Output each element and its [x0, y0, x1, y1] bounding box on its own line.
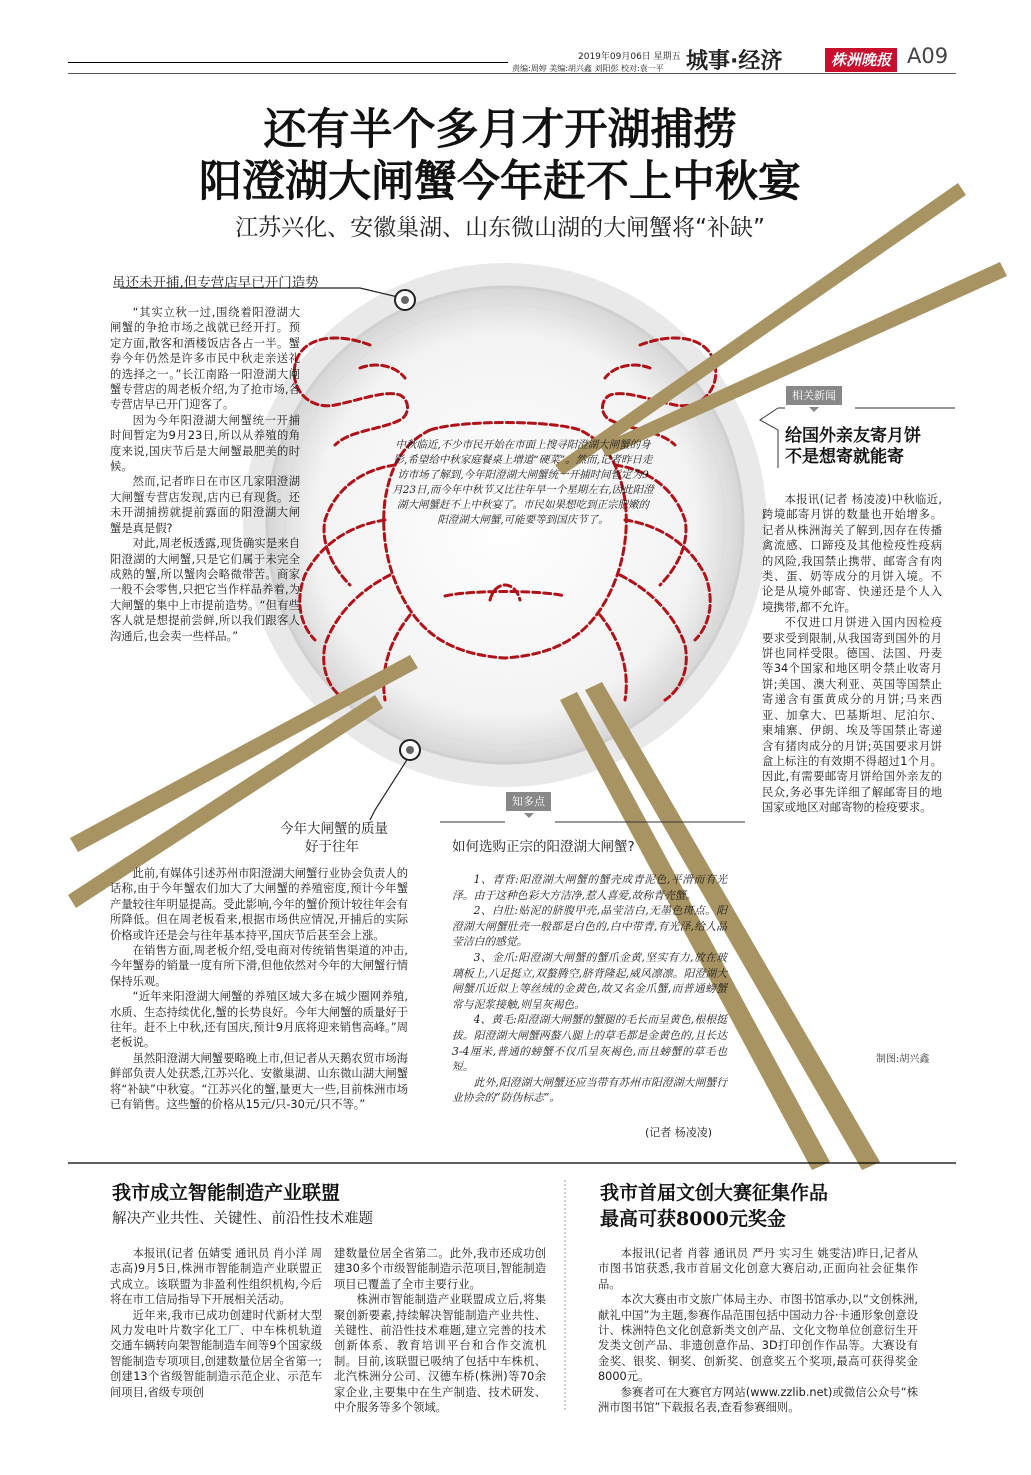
quality-callout-line-2: 好于往年 [305, 839, 359, 855]
quality-paragraph: 虽然阳澄湖大闸蟹要略晚上市,但记者从天鹅农贸市场海鲜部负责人处获悉,江苏兴化、安徽巢湖、山东微山湖大闸蟹将“补缺”中秋宴。“江苏兴化的蟹,量更大一些,目前株洲市场已有销售。这些蟹的价格从15元/只-30元/只不等。” [110, 1051, 408, 1112]
bottom-left-title: 我市成立智能制造产业联盟 [112, 1182, 341, 1204]
left-column-text [110, 305, 300, 644]
left-paragraph: “其实立秋一过,围绕着阳澄湖大闸蟹的争抢市场之战就已经开打。预定方面,散客和酒楼饭店各占一半。蟹券今年仍然是许多市民中秋走亲送礼的选择之一。”长江南路一阳澄湖大闸蟹专营店的周老板介绍,为了抢市场,各专营店早已开门迎客了。 [110, 306, 300, 412]
tips-tag: 知多点 [506, 792, 551, 811]
newspaper-logo: 株洲晚报 [825, 48, 897, 72]
tips-text [452, 872, 727, 1106]
quality-paragraph: 在销售方面,周老板介绍,受电商对传统销售渠道的冲击,今年蟹券的销量一度有所下滑,但他依然对今年的大闸蟹行情保持乐观。 [110, 944, 408, 988]
headline-subtitle: 江苏兴化、安徽巢湖、山东微山湖的大闸蟹将“补缺” [235, 215, 765, 241]
bottom-right-title-2: 最高可获8000元奖金 [600, 1208, 786, 1230]
related-news-text [762, 492, 942, 816]
bottom-right-paragraph: 本次大赛由市文旅广体局主办、市图书馆承办,以“文创株洲,献礼中国”为主题,参赛作品范围包括中国动力谷·卡通形象创意设计、株洲特色文化创意新类文创产品、文化文物单位创意衍生开发类文创产品、非遗创意作品、3D打印创作作品等。大赛设有金奖、银奖、铜奖、创新奖、创意奖五个奖项,最高可获得奖金8000元。 [598, 1293, 918, 1384]
related-news-title-2: 不是想寄就能寄 [785, 447, 904, 467]
related-news-title-1: 给国外亲友寄月饼 [785, 426, 921, 446]
left-paragraph: 对此,周老板透露,现货确实是来自阳澄湖的大闸蟹,只是它们属于未完全成熟的蟹,所以蟹肉会略微带苦。商家一般不会零售,只把它当作样品养着,为大闸蟹的集中上市提前造势。“但有些客人就是想提前尝鲜,所以我们跟客人沟通后,也会卖一些样品。” [110, 537, 300, 643]
callout-pointer-quality [370, 755, 410, 820]
tips-title: 如何选购正宗的阳澄湖大闸蟹? [452, 839, 635, 855]
quality-paragraph: 此前,有媒体引述苏州市阳澄湖大闸蟹行业协会负责人的话称,由于今年蟹农们加大了大闸蟹的养殖密度,预计今年蟹产量较往年明显提高。受此影响,今年的蟹价预计较往年会有所降低。但在周老板看来,根据市场供应情况,开捕后的实际价格或许还是会与往年基本持平,国庆节后甚至会上涨。 [110, 867, 408, 942]
headline-line-1: 还有半个多月才开湖捕捞 [263, 105, 737, 155]
related-paragraph: 不仅进口月饼进入国内因检疫要求受到限制,从我国寄到国外的月饼也同样受限。德国、法国、丹麦等34个国家和地区明令禁止收寄月饼;美国、澳大利亚、英国等国禁止寄递含有蛋黄成分的月饼;马来西亚、加拿大、巴基斯坦、尼泊尔、柬埔寨、伊朗、埃及等国禁止寄递含有猪肉成分的月饼;英国要求月饼盒上标注的有效期不得超过1个月。因此,有需要邮寄月饼给国外亲友的民众,务必事先详细了解邮寄目的地国家或地区对邮寄物的检疫要求。 [762, 616, 942, 815]
bottom-left-paragraph: 本报讯(记者 伍婧雯 通讯员 肖小洋 周志高)9月5日,株洲市智能制造产业联盟正式成立。该联盟为非盈利性组织机构,今后将在市工信局指导下开展相关活动。 [110, 1247, 322, 1307]
staff-credits: 责编:周婷 美编:胡兴鑫 刘阳彭 校对:袁一平 [512, 64, 664, 73]
bottom-left-paragraph: 建数量位居全省第二。此外,我市还成功创建30多个市级智能制造示范项目,智能制造项目已覆盖了全市主要行业。 [334, 1247, 546, 1291]
tips-item: 此外,阳澄湖大闸蟹还应当带有苏州市阳澄湖大闸蟹行业协会的“防伪标志”。 [452, 1075, 727, 1105]
store-callout-label: 虽还未开捕,但专营店早已开门造势 [112, 275, 319, 291]
quality-column-text [110, 866, 408, 1113]
page-number: A09 [907, 44, 949, 68]
left-paragraph: 因为今年阳澄湖大闸蟹统一开捕时间暂定为9月23日,所以从养殖的角度来说,国庆节后是大闸蟹最肥美的时候。 [110, 413, 300, 474]
tips-item: 2、白肚:贴泥的脐腹甲壳,晶莹洁白,无墨色斑点。阳澄湖大闸蟹肚壳一般都是白色的,白中带青,有光泽,给人晶莹洁白的感觉。 [452, 904, 727, 949]
section-name: 城事·经济 [686, 49, 783, 74]
tips-item: 1、青背:阳澄湖大闸蟹的蟹壳成青泥色,平滑而有光泽。由于这种色彩大方洁净,惹人喜爱,故称青壳蟹。 [452, 873, 727, 902]
graphic-credit: 制图:胡兴鑫 [876, 1054, 930, 1065]
headline-line-2: 阳澄湖大闸蟹今年赶不上中秋宴 [199, 157, 801, 207]
bottom-left-col2 [334, 1246, 546, 1415]
center-intro-text: 中秋临近,不少市民开始在市面上搜寻阳澄湖大闸蟹的身影,希望给中秋家庭餐桌上增道“硬菜”。然而,记者昨日走访市场了解到,今年阳澄湖大闸蟹统一开捕时间暂定为9月23日,而今年中秋节又比往年早一个星期左右,因此阳澄湖大闸蟹赶不上中秋宴了。市民如果想吃到正宗肥嫩的阳澄湖大闸蟹,可能要等到国庆节了。 [392, 439, 654, 526]
bottom-left-col1 [110, 1246, 322, 1400]
left-paragraph: 然而,记者昨日在市区几家阳澄湖大闸蟹专营店发现,店内已有现货。还未开湖捕捞就提前露面的阳澄湖大闸蟹是真是假? [110, 475, 300, 535]
related-paragraph: 本报讯(记者 杨凌凌)中秋临近,跨境邮寄月饼的数量也开始增多。记者从株洲海关了解到,因存在传播禽流感、口蹄疫及其他检疫性疫病的风险,我国禁止携带、邮寄含有肉类、蛋、奶等成分的月饼入境。不论是从境外邮寄、快递还是个人入境携带,都不允许。 [762, 493, 942, 614]
quality-callout-line-1: 今年大闸蟹的质量 [280, 821, 388, 837]
bottom-right-paragraph: 本报讯(记者 肖蓉 通讯员 严丹 实习生 姚雯洁)昨日,记者从市图书馆获悉,我市首届文化创意大赛启动,正面向社会征集作品。 [598, 1247, 918, 1291]
quality-paragraph: “近年来阳澄湖大闸蟹的养殖区域大多在城少圈网养殖,水质、生态持续优化,蟹的长势良好。今年大闸蟹的质量好于往年。赶不上中秋,还有国庆,预计9月底将迎来销售高峰。”周老板说。 [110, 990, 408, 1050]
tips-item: 3、金爪:阳澄湖大闸蟹的蟹爪金黄,坚实有力,放在玻璃板上,八足挺立,双螯腾空,脐背隆起,威风凛凛。阳澄湖大闸蟹爪近似上等丝绒的金黄色,故又名金爪蟹,而普通螃蟹常与泥浆接触,则呈灰褐色。 [452, 950, 727, 1011]
issue-date: 2019年09月06日 星期五 [578, 52, 681, 62]
related-news-tag: 相关新闻 [786, 386, 842, 405]
tips-byline: (记者 杨凌凌) [645, 1126, 713, 1139]
bottom-left-paragraph: 近年来,我市已成功创建时代新材大型风力发电叶片数字化工厂、中车株机轨道交通车辆转向架智能制造车间等9个国家级智能制造专项项目,创建数量位居全省第一;创建13个省级智能制造示范企业、示范车间项目,省级专项创 [110, 1308, 322, 1399]
tips-item: 4、黄毛:阳澄湖大闸蟹的蟹腿的毛长而呈黄色,根根挺拔。阳澄湖大闸蟹两螯八腿上的草毛都是金黄色的,且长达3-4厘米,普通的螃蟹不仅爪呈灰褐色,而且螃蟹的草毛也短。 [452, 1013, 727, 1074]
bottom-right-title-1: 我市首届文创大赛征集作品 [600, 1182, 829, 1204]
bottom-right-text [598, 1246, 918, 1415]
bottom-left-subtitle: 解决产业共性、关键性、前沿性技术难题 [112, 1211, 373, 1227]
bottom-right-paragraph: 参赛者可在大赛官方网站(www.zzlib.net)或微信公众号“株洲市图书馆”下载报名表,查看参赛细则。 [598, 1385, 918, 1415]
bottom-left-paragraph: 株洲市智能制造产业联盟成立后,将集聚创新要素,持续解决智能制造产业共性、关键性、前沿性技术难题,建立完善的技术创新体系、教育培训平台和合作交流机制。目前,该联盟已吸纳了包括中车株机、北汽株洲分公司、汉德车桥(株洲)等70余家企业,主要集中在生产制造、技术研发、中介服务等多个领域。 [334, 1293, 546, 1415]
